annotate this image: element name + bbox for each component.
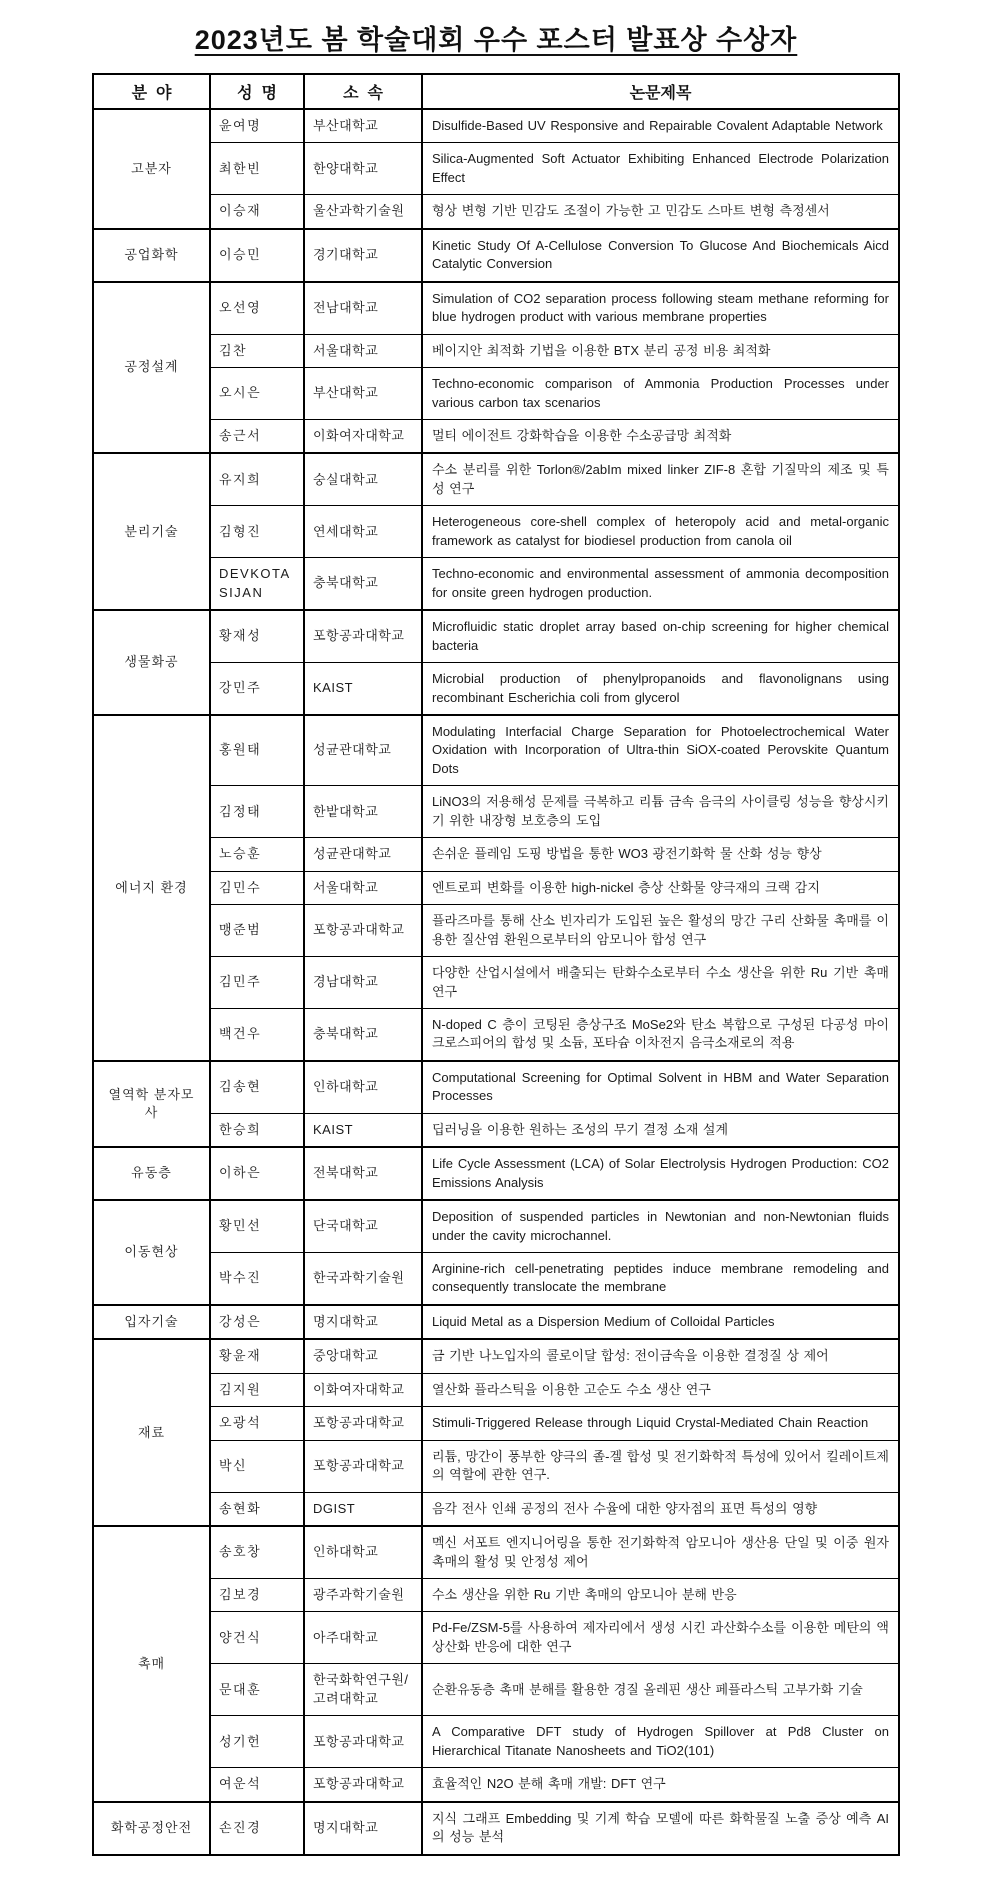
paper-title-cell: 베이지안 최적화 기법을 이용한 BTX 분리 공정 비용 최적화 <box>422 334 899 367</box>
affiliation-cell: 명지대학교 <box>304 1802 422 1855</box>
field-cell: 입자기술 <box>93 1305 210 1339</box>
winner-row <box>93 419 899 453</box>
header-name: 성 명 <box>210 74 304 109</box>
name-cell: 손진경 <box>210 1802 304 1855</box>
field-cell: 유동층 <box>93 1147 210 1200</box>
header-field: 분 야 <box>93 74 210 109</box>
affiliation-cell: 포항공과대학교 <box>304 1407 422 1440</box>
name-cell: 유지희 <box>210 453 304 505</box>
affiliation-cell: 인하대학교 <box>304 1061 422 1113</box>
field-cell: 공업화학 <box>93 229 210 282</box>
winner-row <box>93 453 899 505</box>
field-cell: 열역학 분자모사 <box>93 1061 210 1147</box>
winner-row <box>93 1061 899 1113</box>
affiliation-cell: 숭실대학교 <box>304 453 422 505</box>
paper-title-cell: Simulation of CO2 separation process following steam methane reforming for blue hydrogen product with various membrane properties <box>422 282 899 334</box>
paper-title-cell: Disulfide-Based UV Responsive and Repairable Covalent Adaptable Network <box>422 109 899 143</box>
field-cell: 고분자 <box>93 109 210 229</box>
paper-title-cell: Microfluidic static droplet array based on-chip screening for higher chemical bacteria <box>422 610 899 662</box>
affiliation-cell: 충북대학교 <box>304 558 422 610</box>
paper-title-cell: Techno-economic and environmental assessment of ammonia decomposition for onsite green hydrogen production. <box>422 558 899 610</box>
winner-row <box>93 143 899 195</box>
winner-row <box>93 1440 899 1492</box>
header-row <box>93 74 899 109</box>
affiliation-cell: 충북대학교 <box>304 1008 422 1060</box>
winner-row <box>93 195 899 229</box>
winner-row <box>93 610 899 662</box>
name-cell: 홍원태 <box>210 715 304 786</box>
paper-title-cell: 수소 생산을 위한 Ru 기반 촉매의 암모니아 분해 반응 <box>422 1579 899 1612</box>
affiliation-cell: 이화여자대학교 <box>304 1373 422 1406</box>
paper-title-cell: Deposition of suspended particles in Newtonian and non-Newtonian fluids under the cavity microchannel. <box>422 1200 899 1252</box>
paper-title-cell: A Comparative DFT study of Hydrogen Spillover at Pd8 Cluster on Hierarchical Titanate Nanosheets and TiO2(101) <box>422 1716 899 1768</box>
winner-row <box>93 558 899 610</box>
affiliation-cell: 포항공과대학교 <box>304 1440 422 1492</box>
affiliation-cell: 포항공과대학교 <box>304 1716 422 1768</box>
paper-title-cell: 형상 변형 기반 민감도 조절이 가능한 고 민감도 스마트 변형 측정센서 <box>422 195 899 229</box>
name-cell: 오광석 <box>210 1407 304 1440</box>
winner-row <box>93 1305 899 1339</box>
field-cell: 이동현상 <box>93 1200 210 1305</box>
winner-row <box>93 663 899 715</box>
winner-row <box>93 1579 899 1612</box>
name-cell: 김민주 <box>210 957 304 1009</box>
winner-row <box>93 1407 899 1440</box>
paper-title-cell: Kinetic Study Of A-Cellulose Conversion To Glucose And Biochemicals Aicd Catalytic Conversion <box>422 229 899 282</box>
affiliation-cell: 한국화학연구원/고려대학교 <box>304 1664 422 1716</box>
affiliation-cell: 전북대학교 <box>304 1147 422 1200</box>
name-cell: 황윤재 <box>210 1339 304 1373</box>
winner-row <box>93 786 899 838</box>
name-cell: 송호창 <box>210 1526 304 1578</box>
winner-row <box>93 1664 899 1716</box>
winner-row <box>93 1373 899 1406</box>
paper-title-cell: 손쉬운 플레임 도핑 방법을 통한 WO3 광전기화학 물 산화 성능 향상 <box>422 838 899 871</box>
affiliation-cell: 성균관대학교 <box>304 838 422 871</box>
affiliation-cell: 한국과학기술원 <box>304 1253 422 1305</box>
paper-title-cell: 플라즈마를 통해 산소 빈자리가 도입된 높은 활성의 망간 구리 산화물 촉매를 이용한 질산염 환원으로부터의 암모니아 합성 연구 <box>422 905 899 957</box>
page-title: 2023년도 봄 학술대회 우수 포스터 발표상 수상자 <box>194 25 798 55</box>
affiliation-cell: KAIST <box>304 1113 422 1147</box>
field-cell: 생물화공 <box>93 610 210 715</box>
name-cell: 김정태 <box>210 786 304 838</box>
affiliation-cell: 경기대학교 <box>304 229 422 282</box>
affiliation-cell: DGIST <box>304 1492 422 1526</box>
paper-title-cell: Microbial production of phenylpropanoids and flavonolignans using recombinant Escherichia coli from glycerol <box>422 663 899 715</box>
affiliation-cell: 광주과학기술원 <box>304 1579 422 1612</box>
name-cell: 강성은 <box>210 1305 304 1339</box>
paper-title-cell: 엔트로피 변화를 이용한 high-nickel 층상 산화물 양극재의 크랙 감지 <box>422 871 899 904</box>
winner-row <box>93 1339 899 1373</box>
affiliation-cell: 연세대학교 <box>304 506 422 558</box>
name-cell: 이승재 <box>210 195 304 229</box>
name-cell: 강민주 <box>210 663 304 715</box>
paper-title-cell: 순환유동층 촉매 분해를 활용한 경질 올레핀 생산 페플라스틱 고부가화 기술 <box>422 1664 899 1716</box>
name-cell: 황재성 <box>210 610 304 662</box>
header-paper-title: 논문제목 <box>422 74 899 109</box>
affiliation-cell: 한양대학교 <box>304 143 422 195</box>
name-cell: 윤여명 <box>210 109 304 143</box>
winner-row <box>93 229 899 282</box>
paper-title-cell: 멀티 에이전트 강화학습을 이용한 수소공급망 최적화 <box>422 419 899 453</box>
awards-table <box>92 73 900 1856</box>
name-cell: 백건우 <box>210 1008 304 1060</box>
affiliation-cell: 명지대학교 <box>304 1305 422 1339</box>
paper-title-cell: 열산화 플라스틱을 이용한 고순도 수소 생산 연구 <box>422 1373 899 1406</box>
paper-title-cell: N-doped C 층이 코팅된 층상구조 MoSe2와 탄소 복합으로 구성된 다공성 마이크로스피어의 합성 및 소듐, 포타슘 이차전지 음극소재로의 적용 <box>422 1008 899 1060</box>
field-cell: 분리기술 <box>93 453 210 610</box>
paper-title-cell: Modulating Interfacial Charge Separation for Photoelectrochemical Water Oxidation with Incorporation of Ultra-thin SiOX-coated Perovskite Quantum Dots <box>422 715 899 786</box>
name-cell: 이승민 <box>210 229 304 282</box>
paper-title-cell: LiNO3의 저용해성 문제를 극복하고 리튬 금속 음극의 사이클링 성능을 향상시키기 위한 내장형 보호층의 도입 <box>422 786 899 838</box>
name-cell: DEVKOTA SIJAN <box>210 558 304 610</box>
paper-title-cell: 음각 전사 인쇄 공정의 전사 수율에 대한 양자점의 표면 특성의 영향 <box>422 1492 899 1526</box>
winner-row <box>93 1147 899 1200</box>
name-cell: 황민선 <box>210 1200 304 1252</box>
paper-title-cell: Pd-Fe/ZSM-5를 사용하여 제자리에서 생성 시킨 과산화수소를 이용한 메탄의 액상산화 반응에 대한 연구 <box>422 1612 899 1664</box>
field-cell: 에너지 환경 <box>93 715 210 1061</box>
affiliation-cell: 성균관대학교 <box>304 715 422 786</box>
winner-row <box>93 957 899 1009</box>
field-cell: 공정설계 <box>93 282 210 454</box>
paper-title-cell: Silica-Augmented Soft Actuator Exhibiting Enhanced Electrode Polarization Effect <box>422 143 899 195</box>
winner-row <box>93 1612 899 1664</box>
paper-title-cell: Techno-economic comparison of Ammonia Production Processes under various carbon tax scenarios <box>422 368 899 420</box>
name-cell: 김보경 <box>210 1579 304 1612</box>
winner-row <box>93 1492 899 1526</box>
paper-title-cell: 효율적인 N2O 분해 촉매 개발: DFT 연구 <box>422 1768 899 1802</box>
name-cell: 김민수 <box>210 871 304 904</box>
winner-row <box>93 334 899 367</box>
affiliation-cell: 단국대학교 <box>304 1200 422 1252</box>
paper-title-cell: 딥러닝을 이용한 원하는 조성의 무기 결정 소재 설계 <box>422 1113 899 1147</box>
name-cell: 김지원 <box>210 1373 304 1406</box>
paper-title-cell: 리튬, 망간이 풍부한 양극의 졸-겔 합성 및 전기화학적 특성에 있어서 킬레이트제의 역할에 관한 연구. <box>422 1440 899 1492</box>
affiliation-cell: 부산대학교 <box>304 368 422 420</box>
name-cell: 박신 <box>210 1440 304 1492</box>
winner-row <box>93 506 899 558</box>
name-cell: 맹준범 <box>210 905 304 957</box>
field-cell: 촉매 <box>93 1526 210 1802</box>
name-cell: 박수진 <box>210 1253 304 1305</box>
paper-title-cell: Stimuli-Triggered Release through Liquid Crystal-Mediated Chain Reaction <box>422 1407 899 1440</box>
name-cell: 최한빈 <box>210 143 304 195</box>
name-cell: 이하은 <box>210 1147 304 1200</box>
paper-title-cell: Liquid Metal as a Dispersion Medium of Colloidal Particles <box>422 1305 899 1339</box>
affiliation-cell: 인하대학교 <box>304 1526 422 1578</box>
affiliation-cell: 중앙대학교 <box>304 1339 422 1373</box>
winner-row <box>93 1253 899 1305</box>
paper-title-cell: 멕신 서포트 엔지니어링을 통한 전기화학적 암모니아 생산용 단일 및 이중 원자 촉매의 활성 및 안정성 제어 <box>422 1526 899 1578</box>
paper-title-cell: Arginine-rich cell-penetrating peptides induce membrane remodeling and consequently translocate the membrane <box>422 1253 899 1305</box>
winner-row <box>93 368 899 420</box>
name-cell: 성기헌 <box>210 1716 304 1768</box>
winner-row <box>93 715 899 786</box>
affiliation-cell: 서울대학교 <box>304 334 422 367</box>
name-cell: 여운석 <box>210 1768 304 1802</box>
winner-row <box>93 282 899 334</box>
affiliation-cell: 전남대학교 <box>304 282 422 334</box>
affiliation-cell: 서울대학교 <box>304 871 422 904</box>
paper-title-cell: 수소 분리를 위한 Torlon®/2abIm mixed linker ZIF-8 혼합 기질막의 제조 및 특성 연구 <box>422 453 899 505</box>
winner-row <box>93 1802 899 1855</box>
paper-title-cell: Computational Screening for Optimal Solvent in HBM and Water Separation Processes <box>422 1061 899 1113</box>
paper-title-cell: 금 기반 나노입자의 콜로이달 합성: 전이금속을 이용한 결정질 상 제어 <box>422 1339 899 1373</box>
name-cell: 송현화 <box>210 1492 304 1526</box>
affiliation-cell: 이화여자대학교 <box>304 419 422 453</box>
paper-title-cell: Heterogeneous core-shell complex of heteropoly acid and metal-organic framework as catalyst for biodiesel production from canola oil <box>422 506 899 558</box>
field-cell: 화학공정안전 <box>93 1802 210 1855</box>
name-cell: 김형진 <box>210 506 304 558</box>
paper-title-cell: 다양한 산업시설에서 배출되는 탄화수소로부터 수소 생산을 위한 Ru 기반 촉매 연구 <box>422 957 899 1009</box>
affiliation-cell: 부산대학교 <box>304 109 422 143</box>
winner-row <box>93 905 899 957</box>
name-cell: 송근서 <box>210 419 304 453</box>
affiliation-cell: 포항공과대학교 <box>304 905 422 957</box>
name-cell: 오선영 <box>210 282 304 334</box>
winner-row <box>93 1200 899 1252</box>
affiliation-cell: 경남대학교 <box>304 957 422 1009</box>
winner-row <box>93 109 899 143</box>
winner-row <box>93 838 899 871</box>
table-header <box>93 74 899 109</box>
affiliation-cell: 한밭대학교 <box>304 786 422 838</box>
affiliation-cell: KAIST <box>304 663 422 715</box>
paper-title-cell: 지식 그래프 Embedding 및 기계 학습 모델에 따른 화학물질 노출 증상 예측 AI의 성능 분석 <box>422 1802 899 1855</box>
winner-row <box>93 1526 899 1578</box>
winner-row <box>93 871 899 904</box>
name-cell: 양건식 <box>210 1612 304 1664</box>
affiliation-cell: 포항공과대학교 <box>304 1768 422 1802</box>
name-cell: 오시은 <box>210 368 304 420</box>
affiliation-cell: 아주대학교 <box>304 1612 422 1664</box>
winner-row <box>93 1008 899 1060</box>
affiliation-cell: 울산과학기술원 <box>304 195 422 229</box>
name-cell: 문대훈 <box>210 1664 304 1716</box>
awards-table-body <box>93 109 899 1855</box>
name-cell: 김찬 <box>210 334 304 367</box>
field-cell: 재료 <box>93 1339 210 1526</box>
affiliation-cell: 포항공과대학교 <box>304 610 422 662</box>
header-affiliation: 소 속 <box>304 74 422 109</box>
name-cell: 한승희 <box>210 1113 304 1147</box>
winner-row <box>93 1716 899 1768</box>
paper-title-cell: Life Cycle Assessment (LCA) of Solar Electrolysis Hydrogen Production: CO2 Emissions Analysis <box>422 1147 899 1200</box>
winner-row <box>93 1113 899 1147</box>
winner-row <box>93 1768 899 1802</box>
name-cell: 김송현 <box>210 1061 304 1113</box>
name-cell: 노승훈 <box>210 838 304 871</box>
